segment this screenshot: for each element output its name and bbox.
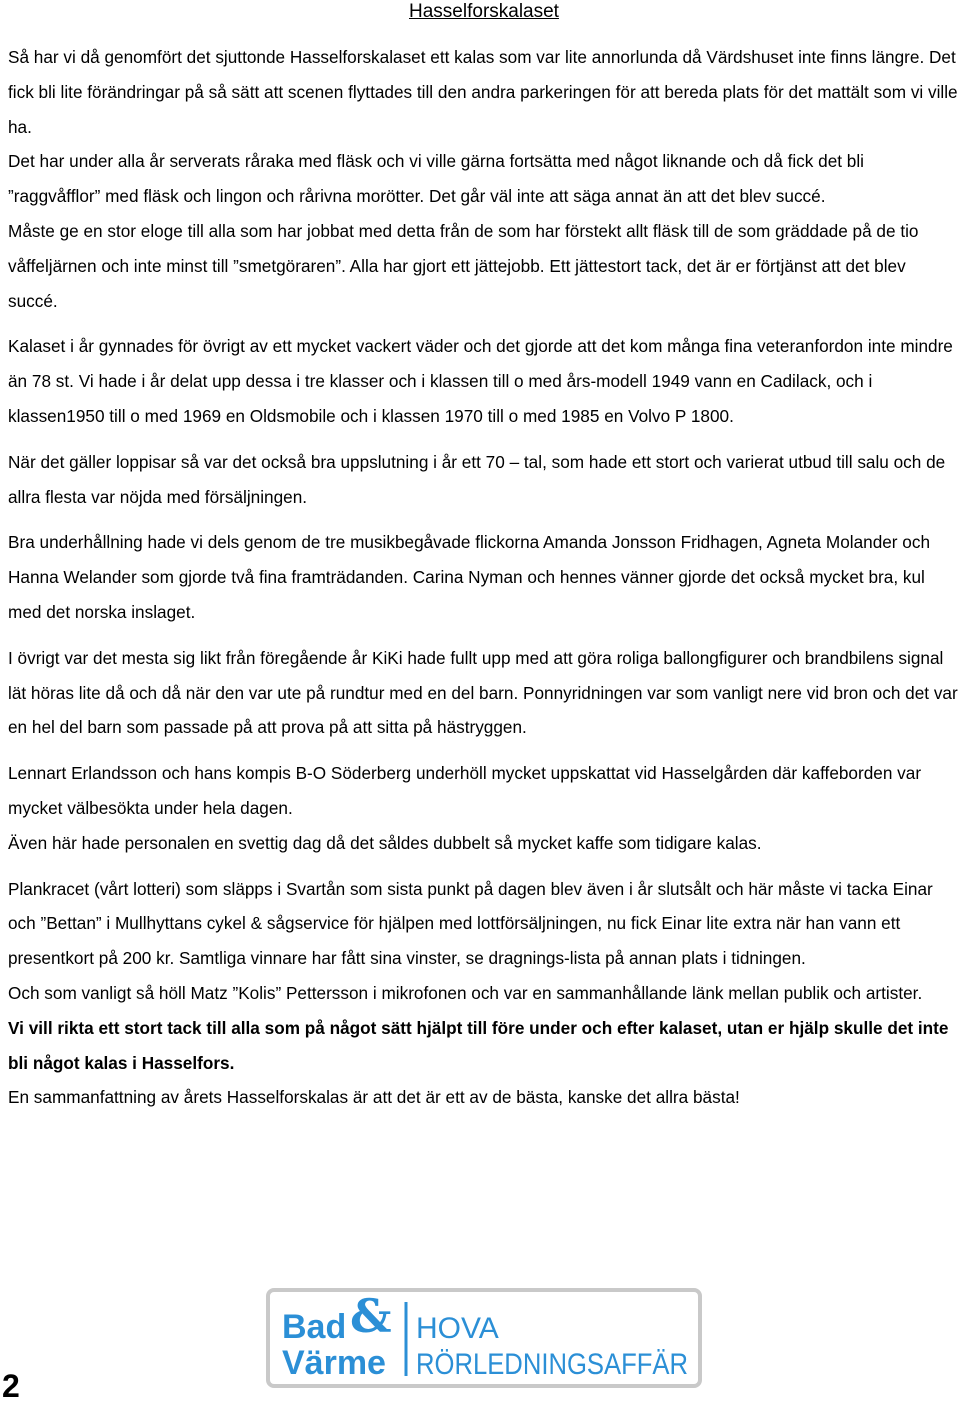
- article-body: [8, 40, 960, 1115]
- paragraph: En sammanfattning av årets Hasselforskalas är att det är ett av de bästa, kanske det allra bästa!: [8, 1087, 740, 1108]
- logo-rorledningsaffar-text: RÖRLEDNINGSAFFÄR: [416, 1348, 688, 1381]
- paragraph: När det gäller loppisar så var det också bra uppslutning i år ett 70 – tal, som hade ett stort och varierat utbud till salu och de allra flesta var nöjda med försäljningen.: [8, 451, 946, 507]
- bad-varme-hova-logo: [266, 1288, 702, 1388]
- paragraph: Så har vi då genomfört det sjuttonde Hasselforskalaset ett kalas som var lite annorlunda då Värdshuset inte finns längre. Det fick bli lite förändringar på så sätt att scenen flyttades till den andra parkeringen för att bereda plats för det mattält som vi ville ha.: [8, 47, 958, 137]
- paragraph: Det har under alla år serverats råraka med fläsk och vi ville gärna fortsätta med något liknande och då fick det bli ”raggvåfflor” med fläsk och lingon och rårivna morötter. Det går väl inte att säga annat än att det blev succé.: [8, 151, 864, 207]
- paragraph: Lennart Erlandsson och hans kompis B-O Söderberg underhöll mycket uppskattat vid Hasselgården där kaffeborden var mycket välbesökta under hela dagen.: [8, 763, 922, 818]
- paragraph: Bra underhållning hade vi dels genom de tre musikbegåvade flickorna Amanda Jonsson Fridhagen, Agneta Molander och Hanna Welander som gjorde två fina framträdanden. Carina Nyman och hennes vänner gjorde det också mycket bra, kul med det norska inslaget.: [8, 532, 931, 622]
- logo-varme-text: Värme: [282, 1344, 386, 1382]
- thank-you-paragraph: Vi vill rikta ett stort tack till alla som på något sätt hjälpt till före under och efter kalaset, utan er hjälp skulle det inte bli något kalas i Hasselfors.: [8, 1017, 949, 1073]
- paragraph: I övrigt var det mesta sig likt från föregående år KiKi hade fullt upp med att göra roliga ballongfigurer och brandbilens signal lät höras lite då och då när den var ute på rundtur med en del barn. Ponnyridningen var som vanligt nere vid bron och det var en hel del barn som passade på att prova på att sitta på hästryggen.: [8, 647, 958, 738]
- paragraph: Även här hade personalen en svettig dag då det såldes dubbelt så mycket kaffe som tidigare kalas.: [8, 832, 762, 853]
- logo-ampersand: &: [350, 1289, 392, 1343]
- paragraph: Och som vanligt så höll Matz ”Kolis” Pettersson i mikrofonen och var en sammanhållande länk mellan publik och artister.: [8, 982, 923, 1003]
- logo-bad-text: Bad: [282, 1308, 347, 1346]
- paragraph: Kalaset i år gynnades för övrigt av ett mycket vackert väder och det gjorde att det kom många fina veteranfordon inte mindre än 78 st. Vi hade i år delat upp dessa i tre klasser och i klassen till o med års-modell 1949 vann en Cadilack, och i klassen1950 till o med 1969 en Oldsmobile och i klassen 1970 till o med 1985 en Volvo P 1800.: [8, 336, 953, 426]
- paragraph: Plankracet (vårt lotteri) som släpps i Svartån som sista punkt på dagen blev även i år slutsålt och här måste vi tacka Einar och ”Bettan” i Mullhyttans cykel & sågservice för hjälpen med lottförsäljningen, nu fick Einar lite extra när han vann ett presentkort på 200 kr. Samtliga vinnare har fått sina vinster, se dragnings-lista på annan plats i tidningen.: [8, 878, 933, 969]
- paragraph: Måste ge en stor eloge till alla som har jobbat med detta från de som har förstekt allt fläsk till de som gräddade på de tio våffeljärnen och inte minst till ”smetgöraren”. Alla har gjort ett jättejobb. Ett jättestort tack, det är er förtjänst att det blev succé.: [8, 220, 919, 311]
- logo-hova-text: HOVA: [416, 1312, 499, 1345]
- page-title: Hasselforskalaset: [409, 1, 559, 22]
- page-number: 2: [2, 1368, 20, 1404]
